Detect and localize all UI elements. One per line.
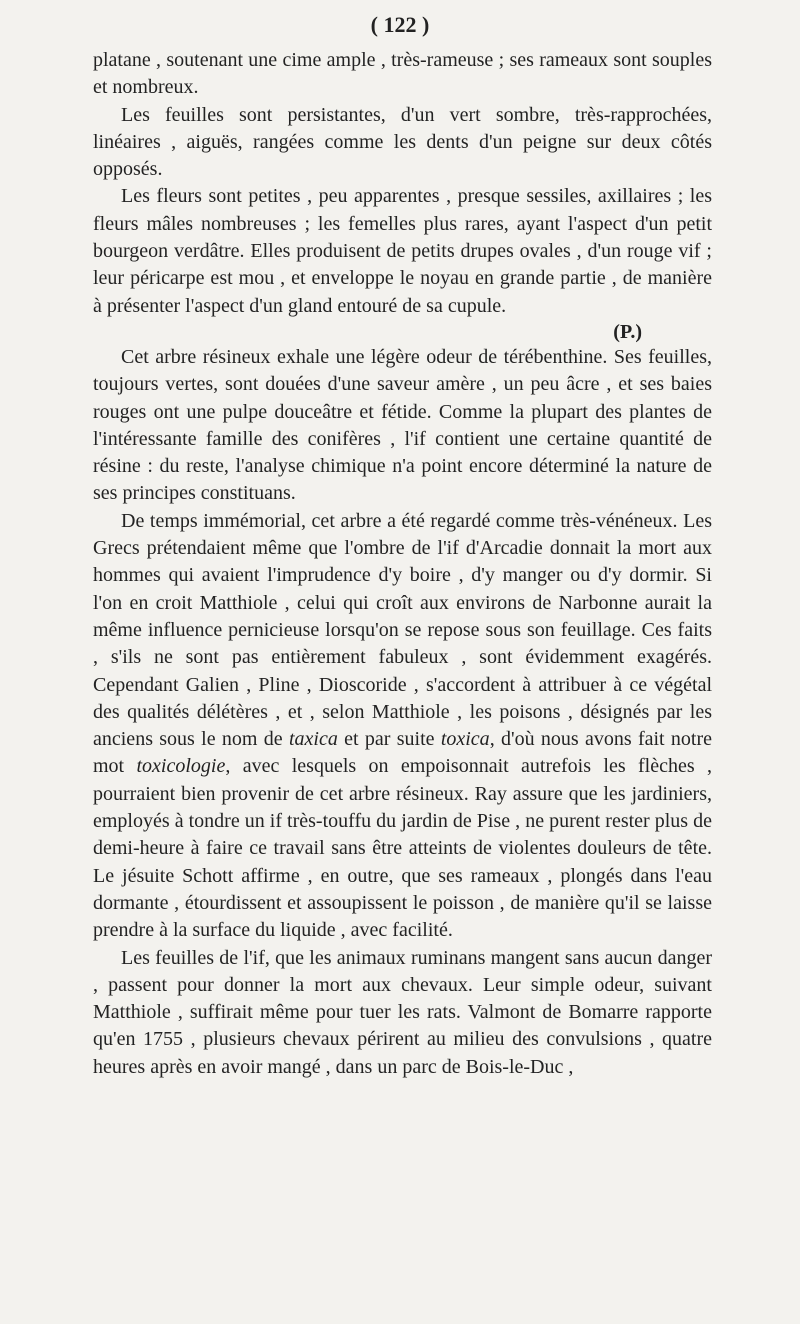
- paragraph-animals: Les feuilles de l'if, que les animaux ruminans mangent sans aucun danger , passent pour donner la mort aux chevaux. Leur simple odeur, suivant Matthiole , suffirait même pour tuer les rats. Valmont de Bomarre rapporte qu'en 1755 , plusieurs chevaux périrent au milieu des convulsions , quatre heures après en avoir mangé , dans un parc de Bois-le-Duc ,: [93, 946, 712, 1078]
- toxicity-text-1: De temps immémorial, cet arbre a été regardé comme très-vénéneux. Les Grecs prétendaient même que l'ombre de l'if d'Arcadie donnait la mort aux hommes qui avaient l'imprudence d'y boire , d'y manger ou d'y dormir. Si l'on en croit Matthiole , celui qui croît aux environs de Narbonne aurait la même influence pernicieuse lorsqu'on se repose sous son feuillage. Ces faits , s'ils ne sont pas entièrement fabuleux , sont évidemment exagérés. Cependant Galien , Pline , Dioscoride , s'accordent à attribuer à ce végétal des qualités délétères , et , selon Matthiole , les poisons , désignés par les anciens sous le nom de: [93, 509, 712, 751]
- paragraph-flowers: Les fleurs sont petites , peu apparentes , presque sessiles, axillaires ; les fleurs mâles nombreuses ; les femelles plus rares, ayant l'aspect d'un petit bourgeon verdâtre. Elles produisent de petits drupes ovales , d'un rouge vif ; leur péricarpe est mou , et enveloppe le noyau en grande partie , de manière à présenter l'aspect d'un gland entouré de sa cupule.: [93, 185, 712, 317]
- toxicity-text-4: , avec lesquels on empoisonnait autrefois les flèches , pourraient bien provenir de cet arbre résineux. Ray assure que les jardiniers, employés à tondre un if très-touffu du jardin de Pise , ne purent rester plus de demi-heure à faire ce travail sans être atteints de violentes douleurs de tête. Le jésuite Schott affirme , en outre, que ses rameaux , plongés dans l'eau dormante , étourdissent et assoupissent le poisson , de manière qu'il se laisse prendre à la surface du liquide , avec facilité.: [93, 755, 712, 942]
- toxicity-text-2: et par suite: [344, 728, 435, 751]
- page-number: ( 122 ): [370, 12, 430, 37]
- term-toxica: toxica: [440, 728, 490, 751]
- paragraph-continuation: platane , soutenant une cime ample , très-rameuse ; ses rameaux sont souples et nombreux.: [93, 49, 712, 99]
- paragraph-leaves: Les feuilles sont persistantes, d'un vert sombre, très-rapprochées, linéaires , aiguës, rangées comme les dents d'un peigne sur deux côtés opposés.: [93, 103, 712, 181]
- body-text: [93, 47, 712, 1081]
- paragraph-resin: Cet arbre résineux exhale une légère odeur de térébenthine. Ses feuilles, toujours vertes, sont douées d'une saveur amère , un peu âcre , et ses baies rouges ont une pulpe douceâtre et fétide. Comme la plupart des plantes de l'intéressante famille des conifères , l'if contient une certaine quantité de résine : du reste, l'analyse chimique n'a point encore déterminé la nature de ses principes constituans.: [93, 345, 712, 505]
- paragraph-toxicity: [93, 508, 712, 945]
- term-taxica: taxica: [288, 728, 338, 751]
- toxicity-text-3: , d'où nous avons fait notre mot: [93, 728, 713, 778]
- author-signature: (P.): [613, 320, 642, 343]
- term-toxicologie: toxicologie: [136, 755, 226, 778]
